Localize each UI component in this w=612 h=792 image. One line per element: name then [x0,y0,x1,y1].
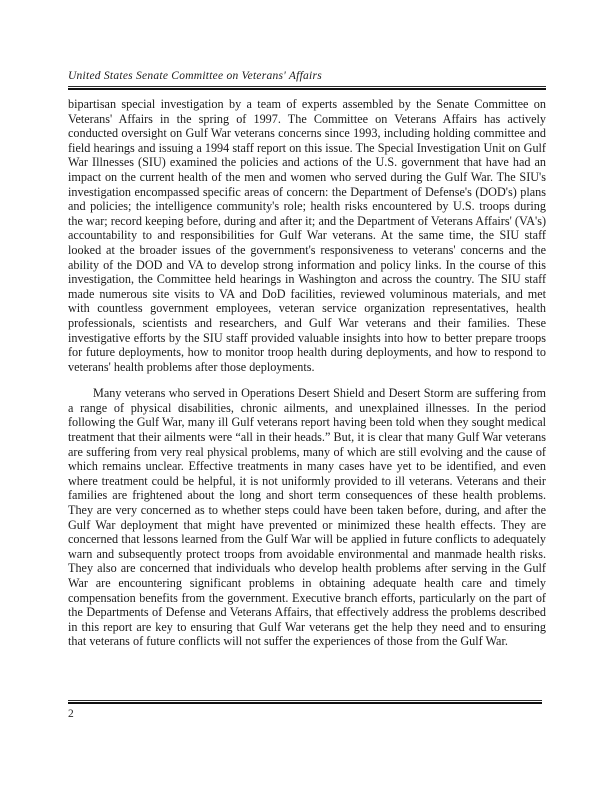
paragraph-veterans-health: Many veterans who served in Operations Desert Shield and Desert Storm are suffering from a range of physical disabilities, chronic ailments, and unexplained illnesses. In the period following the Gulf War, many ill Gulf veterans report having been told when they sought medical treatment that their ailments were “all in their heads.” But, it is clear that many Gulf War veterans are suffering from very real physical problems, many of which are still evolving and the cause of which remains unclear. Effective treatments in many cases have yet to be identified, and even where treatment could be helpful, it is not uniformly provided to ill veterans. Veterans and their families are frightened about the long and short term consequences of these health problems. They are very concerned as to whether steps could have been taken before, during, and after the Gulf War deployment that might have prevented or minimized these health effects. They are concerned that lessons learned from the Gulf War will be applied in future conflicts to adequately warn and subsequently protect troops from avoidable environmental and manmade health risks. They also are concerned that individuals who develop health problems after serving in the Gulf War are encountering significant problems in obtaining adequate health care and timely compensation benefits from the government. Executive branch efforts, particularly on the part of the Departments of Defense and Veterans Affairs, that effectively address the problems described in this report are key to ensuring that Gulf War veterans get the help they need and to ensuring that veterans of future conflicts will not suffer the experiences of those from the Gulf War. [68,386,546,649]
footer-rule [68,700,542,704]
paragraph-siu-investigation: bipartisan special investigation by a team of experts assembled by the Senate Committee on Veterans' Affairs in the spring of 1997. The Committee on Veterans Affairs has actively conducted oversight on Gulf War veterans concerns since 1993, including holding committee and field hearings and issuing a 1994 staff report on this issue. The Special Investigation Unit on Gulf War Illnesses (SIU) examined the policies and actions of the U.S. government that have had an impact on the current health of the men and women who served during the Gulf War. The SIU's investigation encompassed specific areas of concern: the Department of Defense's (DOD's) plans and policies; the intelligence community's role; health risks encountered by U.S. troops during the war; record keeping before, during and after it; and the Department of Veterans Affairs' (VA's) accountability to and responsibilities for Gulf War veterans. At the same time, the SIU staff looked at the broader issues of the government's responsiveness to veterans' concerns and the ability of the DOD and VA to develop strong information and policy links. In the course of this investigation, the Committee held hearings in Washington and across the country. The SIU staff made numerous site visits to VA and DoD facilities, reviewed voluminous materials, and met with countless government employees, veteran service organization representatives, health professionals, scientists and researchers, and Gulf War veterans and their families. These investigative efforts by the SIU staff provided valuable insights into how to better prepare troops for future deployments, how to monitor troop health during deployments, and how to respond to veterans' health problems after those deployments. [68,97,546,374]
page-header [68,70,546,90]
page-footer [68,697,542,720]
running-head: United States Senate Committee on Veterans' Affairs [68,70,322,82]
header-rule-thick-line [68,88,546,90]
footer-rule-thick-line [68,702,542,704]
page-number: 2 [68,708,74,720]
header-rule [68,86,546,90]
body-text-block [68,97,546,649]
footer-rule-thin-line [68,700,542,701]
header-rule-thin-line [68,86,546,87]
